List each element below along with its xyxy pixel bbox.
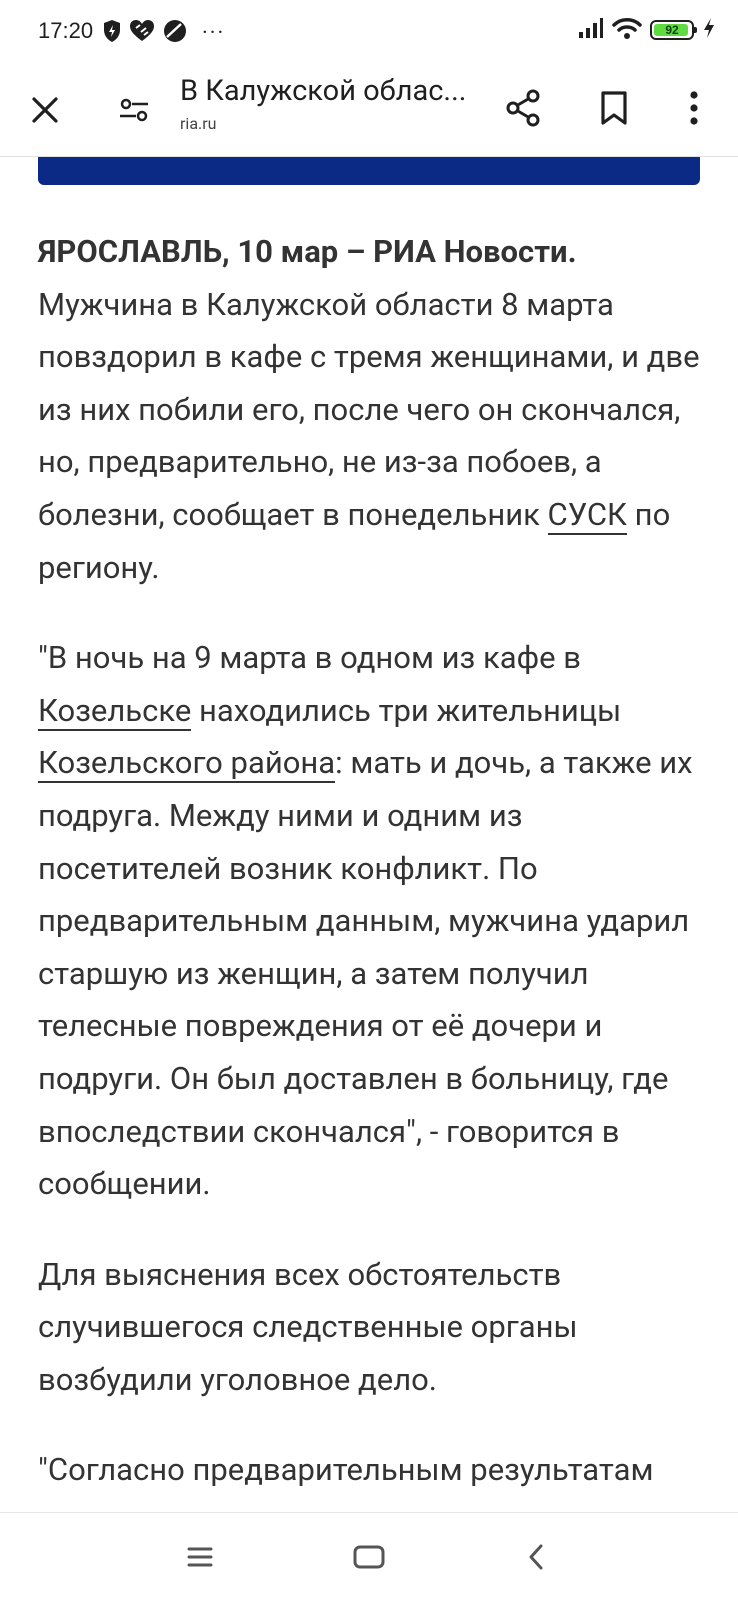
article-paragraph-2 (38, 632, 708, 1211)
article-text: по региону. (38, 495, 671, 586)
link-kozelsk[interactable]: Козельске (38, 691, 192, 729)
battery-level: 92 (665, 23, 679, 37)
banner-strip (38, 157, 700, 185)
share-icon[interactable] (499, 84, 547, 132)
article-paragraph-4: "Согласно предварительным результатам (38, 1451, 654, 1489)
browser-app-bar (0, 64, 738, 157)
page-domain: ria.ru (180, 114, 217, 133)
signal-icon (578, 16, 604, 44)
home-square-icon[interactable] (345, 1533, 393, 1581)
link-susk[interactable]: СУСК (547, 495, 627, 533)
tune-icon[interactable] (110, 86, 158, 134)
charging-icon (702, 17, 716, 43)
heart-broken-icon (128, 19, 156, 47)
status-left-icons (102, 18, 225, 48)
circle-slash-icon (162, 18, 188, 48)
article-paragraph-3: Для выяснения всех обстоятельств случившегося следственные органы возбудили уголовное дело. (38, 1255, 578, 1398)
battery-icon (650, 20, 694, 40)
article-dateline: ЯРОСЛАВЛЬ, 10 мар – РИА Новости. (38, 233, 577, 270)
status-time: 17:20 (38, 18, 94, 43)
page-title[interactable]: В Калужской облас... (180, 74, 467, 108)
bookmark-icon[interactable] (590, 84, 638, 132)
system-nav-bar (0, 1512, 738, 1601)
article-body (38, 226, 708, 1535)
article-text: Мужчина в Калужской области 8 марта повздорил в кафе с тремя женщинами, и две из них побили его, после чего он скончался, но, предварительно, не из-за побоев, а болезни, сообщает в понедельник (38, 285, 700, 533)
shield-icon (102, 19, 122, 47)
article-text: : мать и дочь, а также их подруга. Между ними и одним из посетителей возник конфликт. По предварительным данным, мужчина ударил старшую из женщин, а затем получил телесные повреждения от её дочери и подруги. Он был доставлен в больницу, где впоследствии скончался", - говорится в сообщении. (38, 744, 693, 1203)
article-paragraph-1 (38, 226, 708, 594)
more-dots-icon: ··· (202, 20, 226, 46)
close-icon[interactable] (21, 86, 69, 134)
more-vert-icon[interactable] (670, 84, 718, 132)
article-text: "В ночь на 9 марта в одном из кафе в (38, 639, 581, 677)
back-chevron-icon[interactable] (512, 1533, 560, 1581)
link-kozelsk-district[interactable]: Козельского района (38, 744, 336, 782)
menu-lines-icon[interactable] (176, 1533, 224, 1581)
article-text: находились три жительницы (191, 691, 622, 729)
status-bar (0, 0, 738, 64)
status-right-icons (578, 16, 716, 44)
wifi-icon (612, 16, 642, 44)
